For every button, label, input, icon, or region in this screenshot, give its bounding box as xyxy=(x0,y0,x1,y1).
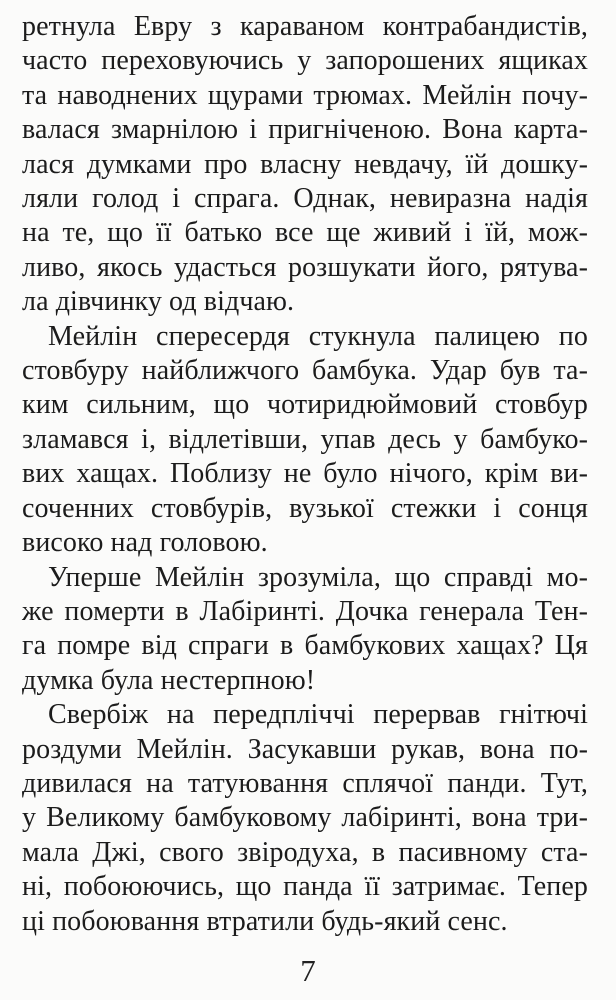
text-line: же померти в Лабіринті. Дочка генерала Тен- xyxy=(22,595,588,627)
text-line: стовбуру найближчого бамбука. Удар був та- xyxy=(22,355,588,387)
text-line: високо над головою. xyxy=(22,527,268,559)
text-line: лася думками про власну невдачу, їй дошку- xyxy=(22,148,588,180)
text-line: ляли голод і спрага. Однак, невиразна надія xyxy=(22,183,588,215)
text-line: зламався і, відлетівши, упав десь у бамбуко- xyxy=(22,423,588,455)
text-line: соченних стовбурів, вузької стежки і сонця xyxy=(22,492,588,524)
text-line: мала Джі, свого звіродуха, в пасивному ста- xyxy=(22,836,588,868)
text-line: ливо, якось удасться розшукати його, рятува- xyxy=(22,251,588,283)
text-line: ні, побоюючись, що панда її затримає. Тепер xyxy=(22,871,588,903)
text-line: Мейлін спересердя стукнула палицею по xyxy=(48,320,588,352)
text-line: часто переховуючись у запорошених ящиках xyxy=(22,45,588,77)
text-line: валася змарнілою і пригніченою. Вона карта- xyxy=(22,114,588,146)
text-line: вих хащах. Поблизу не було нічого, крім ви- xyxy=(22,458,588,490)
text-line: думка була нестерпною! xyxy=(22,664,316,696)
text-line: у Великому бамбуковому лабіринті, вона три- xyxy=(22,802,588,834)
text-line: на те, що її батько все ще живий і їй, мож- xyxy=(22,217,588,249)
text-line: та наводнених щурами трюмах. Мейлін почу- xyxy=(22,79,588,111)
text-line: га помре від спраги в бамбукових хащах? Ця xyxy=(22,630,588,662)
text-line: ла дівчинку од відчаю. xyxy=(22,286,295,318)
text-line: ретнула Евру з караваном контрабандистів, xyxy=(22,11,588,42)
page-number: 7 xyxy=(300,953,316,988)
text-line: Свербіж на передпліччі перервав гнітючі xyxy=(48,699,588,731)
text-line: дивилася на татуювання сплячої панди. Тут, xyxy=(22,767,588,799)
text-line: ким сильним, що чотиридюймовий стовбур xyxy=(22,389,588,421)
text-line: роздуми Мейлін. Засукавши рукав, вона по- xyxy=(22,733,588,765)
text-line: ці побоювання втратили будь-який сенс. xyxy=(22,905,508,937)
page-text xyxy=(22,10,588,939)
text-line: Уперше Мейлін зрозуміла, що справді мо- xyxy=(48,561,588,593)
